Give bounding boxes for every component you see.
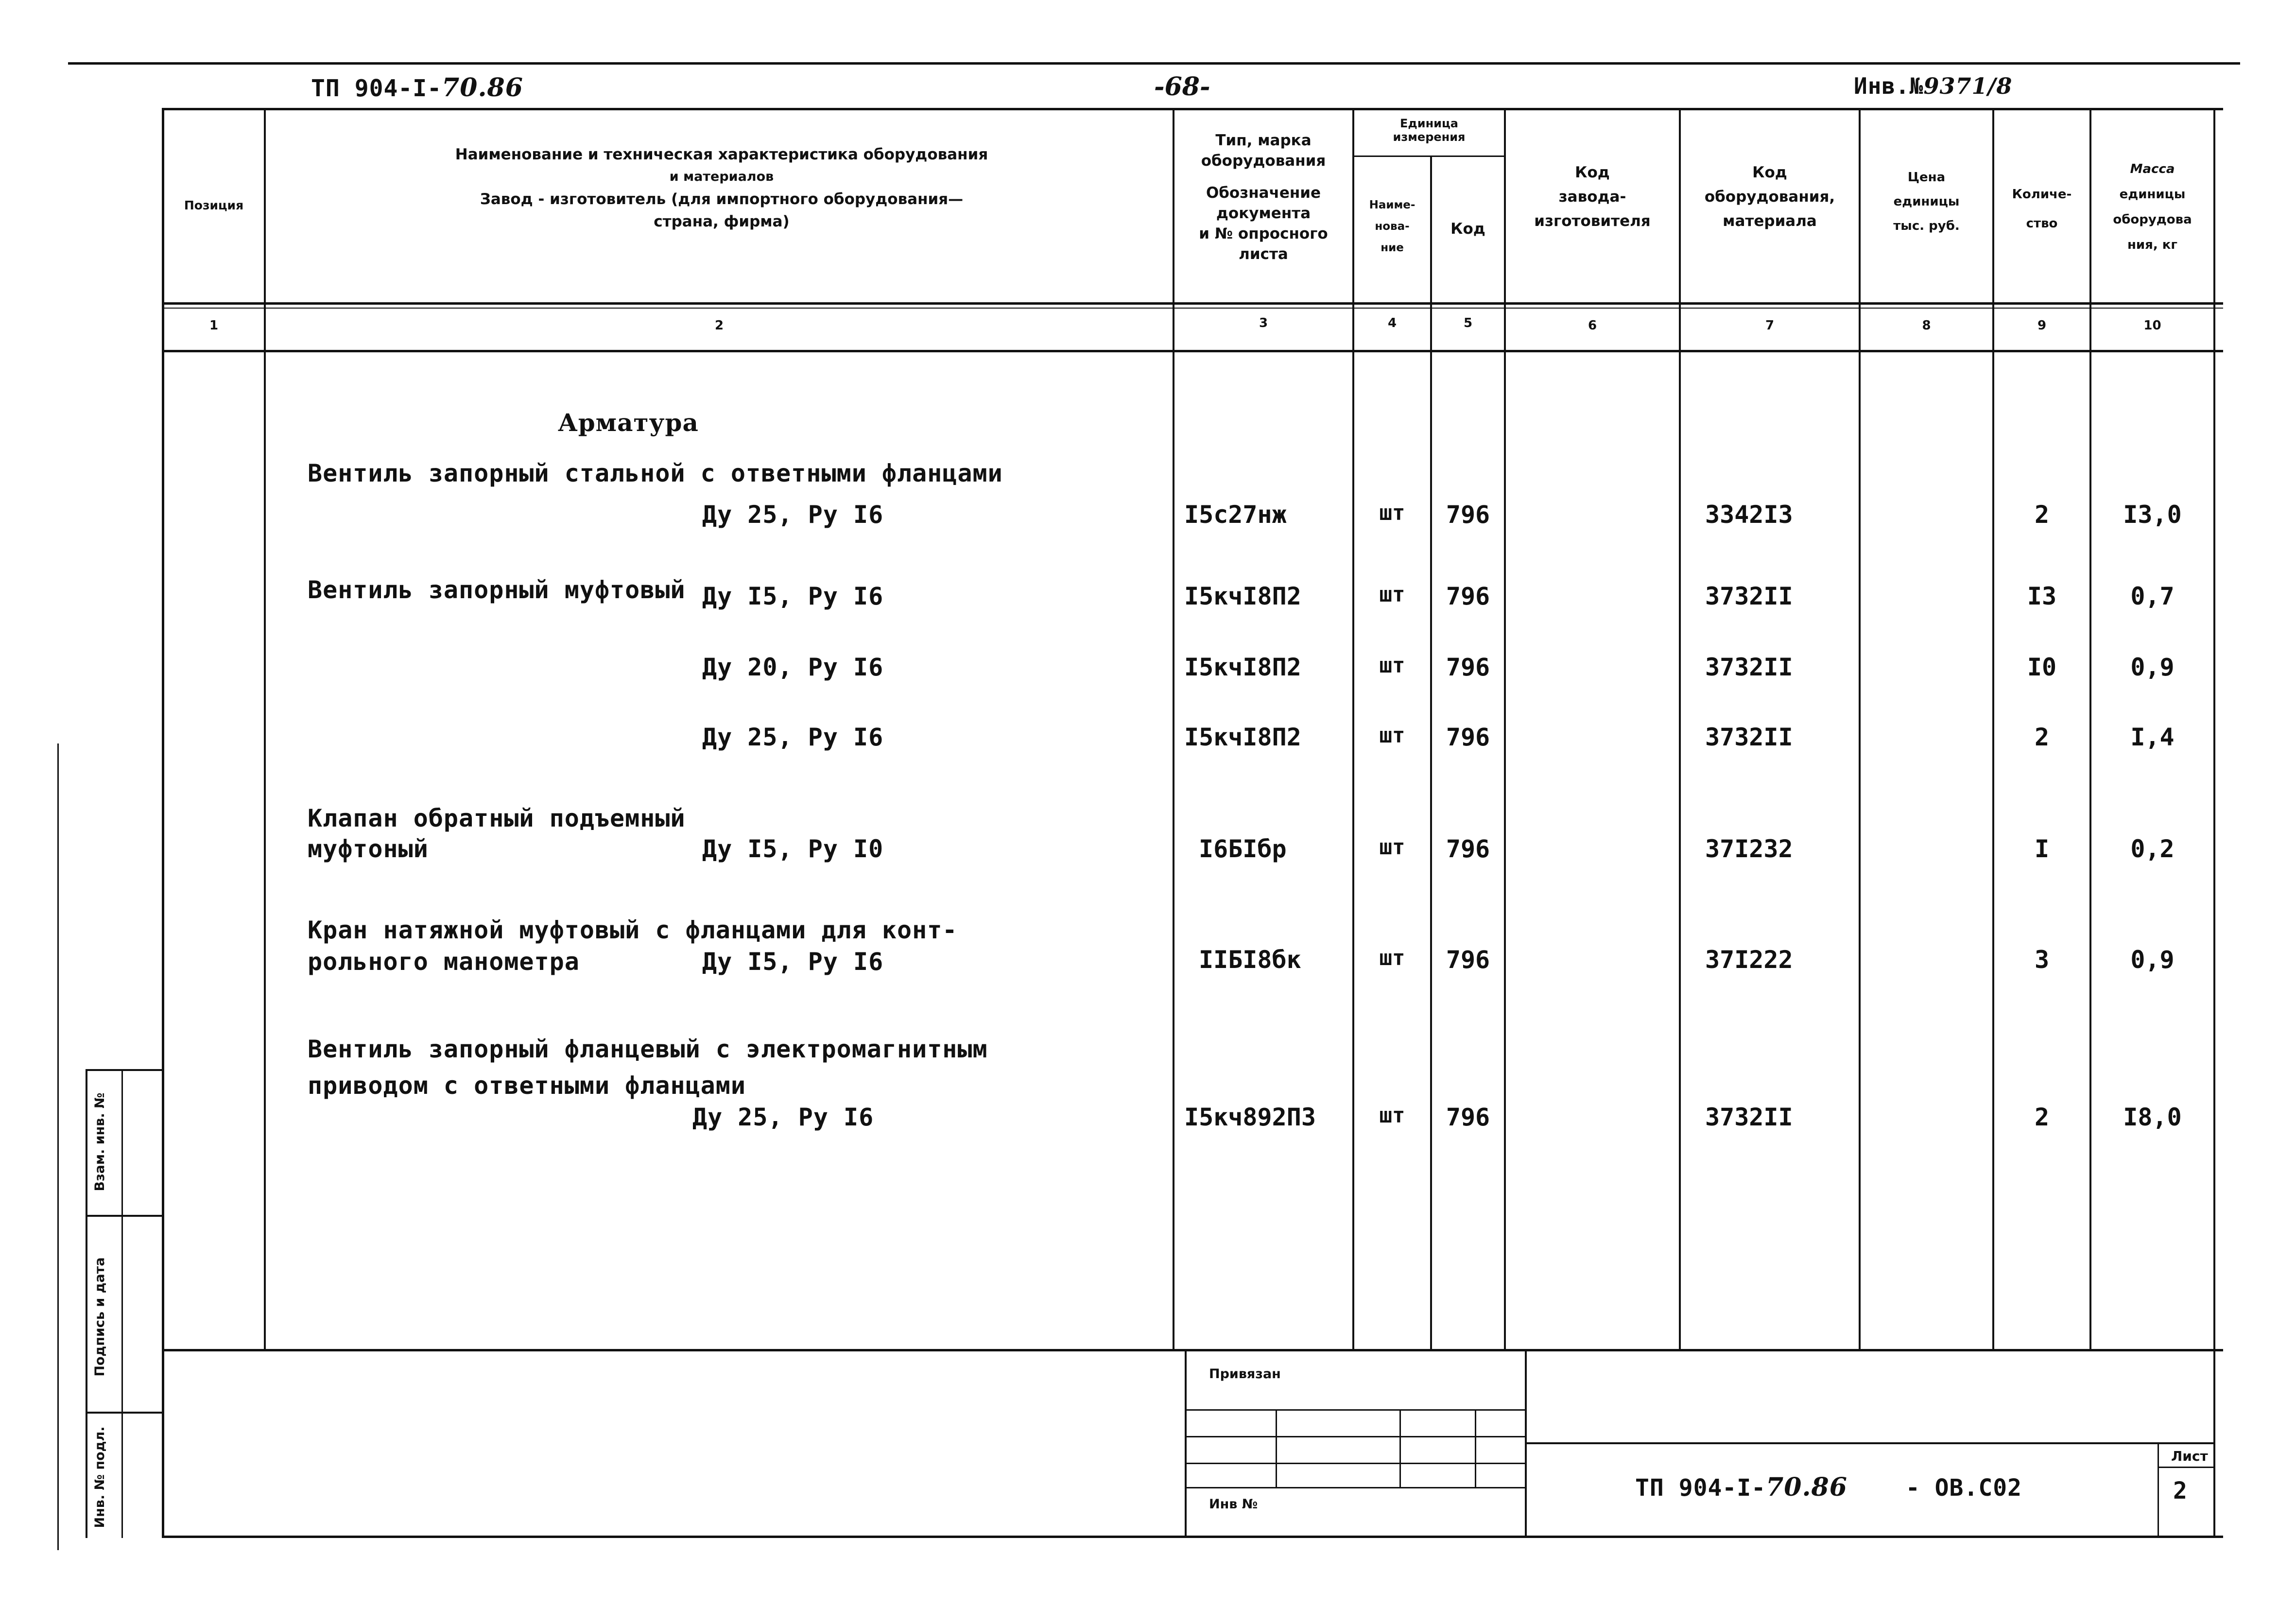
row4-unit: шт: [1379, 723, 1405, 748]
side-label-replaced-inv: Взам. инв. №: [92, 1092, 107, 1192]
row5-name-line2: муфтоный: [308, 835, 429, 863]
row5-unit: шт: [1379, 835, 1405, 860]
col9-header: [1994, 180, 2089, 238]
colnum-3: 3: [1259, 316, 1268, 330]
colnum-4: 4: [1387, 316, 1397, 330]
row6-size: Ду I5, Ру I6: [702, 948, 884, 976]
page-bottom-line: [163, 1536, 2223, 1538]
col-line-5: [1504, 108, 1506, 1350]
col9-line1: Количе-: [2012, 187, 2072, 202]
col3-type-line2: оборудования: [1201, 152, 1326, 170]
col10-line3: оборудова: [2113, 212, 2192, 227]
stamp-grid-h3: [1186, 1463, 1525, 1464]
table-top-line: [163, 108, 2223, 110]
side-label-original-inv: Инв. № подл.: [92, 1426, 107, 1528]
inventory-label: Инв.№: [1854, 73, 1924, 99]
colnum-9: 9: [2037, 318, 2047, 333]
col4-line3: ние: [1381, 242, 1404, 254]
row5-qty: I: [2034, 835, 2050, 863]
col5-header: Код: [1450, 220, 1485, 238]
colnum-5: 5: [1463, 316, 1473, 330]
colnum-10: 10: [2143, 318, 2161, 333]
row5-name-line1: Клапан обратный подъемный: [308, 804, 686, 832]
side-strip-left-line: [86, 1069, 87, 1538]
row2-size: Ду I5, Ру I6: [702, 582, 884, 610]
row2-type: I5кчI8П2: [1184, 582, 1301, 610]
unit-group-line2: измерения: [1393, 130, 1466, 144]
row1-mass: I3,0: [2123, 501, 2182, 529]
stamp-code-suffix: - ОВ.С02: [1905, 1474, 2022, 1502]
row7-size: Ду 25, Ру I6: [692, 1103, 874, 1131]
col3-doc-line1: Обозначение: [1206, 184, 1321, 202]
row3-qty: I0: [2027, 653, 2057, 681]
colnum-bottom-line: [163, 350, 2223, 352]
row1-name: Вентиль запорный стальной с ответными фланцами: [308, 459, 1003, 487]
unit-group-line: [1353, 156, 1505, 157]
col3-type-line1: Тип, марка: [1215, 132, 1312, 149]
stamp-grid-v2: [1399, 1409, 1401, 1487]
row1-type: I5с27нж: [1184, 501, 1287, 529]
row3-type: I5кчI8П2: [1184, 653, 1301, 681]
col9-line2: ство: [2026, 216, 2058, 231]
row6-unit: шт: [1379, 946, 1405, 970]
colnum-top-line: [163, 308, 2223, 309]
row7-mass: I8,0: [2123, 1103, 2182, 1131]
row6-unit-code: 796: [1446, 946, 1490, 974]
row7-material-code: 3732II: [1705, 1103, 1793, 1131]
row6-qty: 3: [2034, 946, 2050, 974]
stamp-inv-label: Инв №: [1209, 1497, 1258, 1512]
row6-name-line2: рольного манометра: [308, 948, 580, 976]
row2-material-code: 3732II: [1705, 582, 1793, 610]
inventory-hand: 9371/8: [1923, 73, 2013, 99]
row3-mass: 0,9: [2130, 653, 2175, 681]
stamp-code-prefix: ТП 904-I-: [1635, 1474, 1766, 1502]
col2-line3: Завод - изготовитель (для импортного оборудования—: [480, 190, 964, 208]
row3-size: Ду 20, Ру I6: [702, 653, 884, 681]
inventory-number: [1854, 73, 2012, 99]
col8-header: [1861, 165, 1992, 238]
col10-header: [2091, 156, 2213, 258]
side-label-signature-date: Подпись и дата: [92, 1257, 107, 1377]
colnum-7: 7: [1765, 318, 1775, 333]
row3-unit-code: 796: [1446, 653, 1490, 681]
col3-header: [1175, 130, 1352, 264]
stamp-grid-h4: [1186, 1487, 1525, 1488]
row7-type: I5кч892П3: [1184, 1103, 1316, 1131]
side-strip-divider: [121, 1069, 123, 1538]
row2-mass: 0,7: [2130, 582, 2175, 610]
row5-unit-code: 796: [1446, 835, 1490, 863]
col2-line2: и материалов: [669, 169, 774, 184]
outer-margin-line: [57, 743, 59, 1550]
stamp-sheet-v: [2158, 1442, 2159, 1537]
stamp-right-h: [1526, 1442, 2213, 1444]
col10-line1: Масса: [2130, 162, 2175, 176]
stamp-sheet-number: 2: [2173, 1477, 2188, 1504]
row1-unit: шт: [1379, 501, 1405, 525]
col2-line1: Наименование и техническая характеристика оборудования: [455, 146, 988, 163]
row6-type: IIБI8бк: [1199, 946, 1301, 974]
row3-material-code: 3732II: [1705, 653, 1793, 681]
row1-qty: 2: [2034, 501, 2050, 529]
row7-name-line2: приводом с ответными фланцами: [308, 1071, 746, 1100]
stamp-doc-code: [1635, 1472, 2022, 1502]
top-doc-code: [311, 73, 523, 103]
row4-type: I5кчI8П2: [1184, 723, 1301, 751]
stamp-bound-label: Привязан: [1209, 1366, 1281, 1382]
stamp-grid-h2: [1186, 1436, 1525, 1437]
row7-unit-code: 796: [1446, 1103, 1490, 1131]
col-line-1: [264, 108, 266, 1350]
col3-doc-line3: и № опросного: [1199, 225, 1328, 242]
row5-material-code: 37I232: [1705, 835, 1793, 863]
row5-mass: 0,2: [2130, 835, 2175, 863]
row4-unit-code: 796: [1446, 723, 1490, 751]
col6-line1: Код: [1575, 164, 1610, 181]
row4-material-code: 3732II: [1705, 723, 1793, 751]
section-title: Арматура: [558, 408, 699, 437]
colnum-2: 2: [714, 318, 724, 333]
top-code-hand: 70.86: [442, 73, 523, 103]
row1-material-code: 3342I3: [1705, 501, 1793, 529]
row6-mass: 0,9: [2130, 946, 2175, 974]
col7-line3: материала: [1723, 212, 1817, 230]
top-code-prefix: ТП 904-I-: [311, 75, 442, 102]
colnum-6: 6: [1588, 318, 1597, 333]
row1-unit-code: 796: [1446, 501, 1490, 529]
col8-line1: Цена: [1907, 170, 1946, 185]
col3-doc-line4: листа: [1239, 245, 1288, 263]
col7-line1: Код: [1752, 164, 1787, 181]
stamp-grid-v3: [1475, 1409, 1476, 1487]
col8-line2: единицы: [1893, 194, 1960, 209]
side-strip-mid-line1: [86, 1215, 163, 1217]
col2-header: [272, 143, 1171, 233]
col4-line2: нова-: [1375, 220, 1410, 233]
col6-line3: изготовителя: [1534, 212, 1651, 230]
body-bottom-line: [163, 1349, 2223, 1351]
row5-size: Ду I5, Ру I0: [702, 835, 884, 863]
row2-name: Вентиль запорный муфтовый: [308, 576, 686, 604]
stamp-grid-h1: [1186, 1409, 1525, 1411]
row4-qty: 2: [2034, 723, 2050, 751]
row3-unit: шт: [1379, 653, 1405, 678]
page-number: -68-: [1154, 72, 1210, 102]
top-border-line: [68, 62, 2240, 65]
stamp-sheet-label: Лист: [2171, 1448, 2208, 1464]
col10-line4: ния, кг: [2127, 238, 2178, 252]
col-line-4: [1430, 156, 1432, 1350]
frame-right-line: [2213, 108, 2215, 1538]
col2-line4: страна, фирма): [654, 213, 790, 230]
col1-header: Позиция: [184, 198, 244, 212]
row5-type: I6БIбр: [1199, 835, 1287, 863]
header-bottom-line: [163, 302, 2223, 305]
col7-header: [1681, 160, 1859, 233]
stamp-sheet-h: [2158, 1467, 2213, 1468]
row2-qty: I3: [2027, 582, 2057, 610]
col4-line1: Наиме-: [1369, 199, 1416, 211]
row7-name-line1: Вентиль запорный фланцевый с электромагнитным: [308, 1035, 988, 1063]
row2-unit: шт: [1379, 582, 1405, 607]
row7-qty: 2: [2034, 1103, 2050, 1131]
row6-material-code: 37I222: [1705, 946, 1793, 974]
row4-size: Ду 25, Ру I6: [702, 723, 884, 751]
stamp-left-line: [1185, 1351, 1187, 1537]
unit-group-header: [1354, 117, 1504, 144]
colnum-1: 1: [209, 318, 219, 333]
row7-unit: шт: [1379, 1103, 1405, 1128]
row4-mass: I,4: [2130, 723, 2175, 751]
row1-size: Ду 25, Ру I6: [702, 501, 884, 529]
col10-line2: единицы: [2119, 187, 2186, 202]
col3-doc-line2: документа: [1216, 205, 1311, 222]
row2-unit-code: 796: [1446, 582, 1490, 610]
colnum-8: 8: [1922, 318, 1931, 333]
col8-line3: тыс. руб.: [1893, 219, 1960, 233]
stamp-code-hand: 70.86: [1766, 1472, 1847, 1502]
row6-name-line1: Кран натяжной муфтовый с фланцами для конт-: [308, 916, 958, 944]
col7-line2: оборудования,: [1704, 188, 1835, 206]
stamp-grid-v1: [1276, 1409, 1277, 1487]
col4-header: [1354, 194, 1430, 259]
col6-line2: завода-: [1558, 188, 1626, 206]
unit-group-line1: Единица: [1400, 117, 1458, 130]
col6-header: [1506, 160, 1679, 233]
